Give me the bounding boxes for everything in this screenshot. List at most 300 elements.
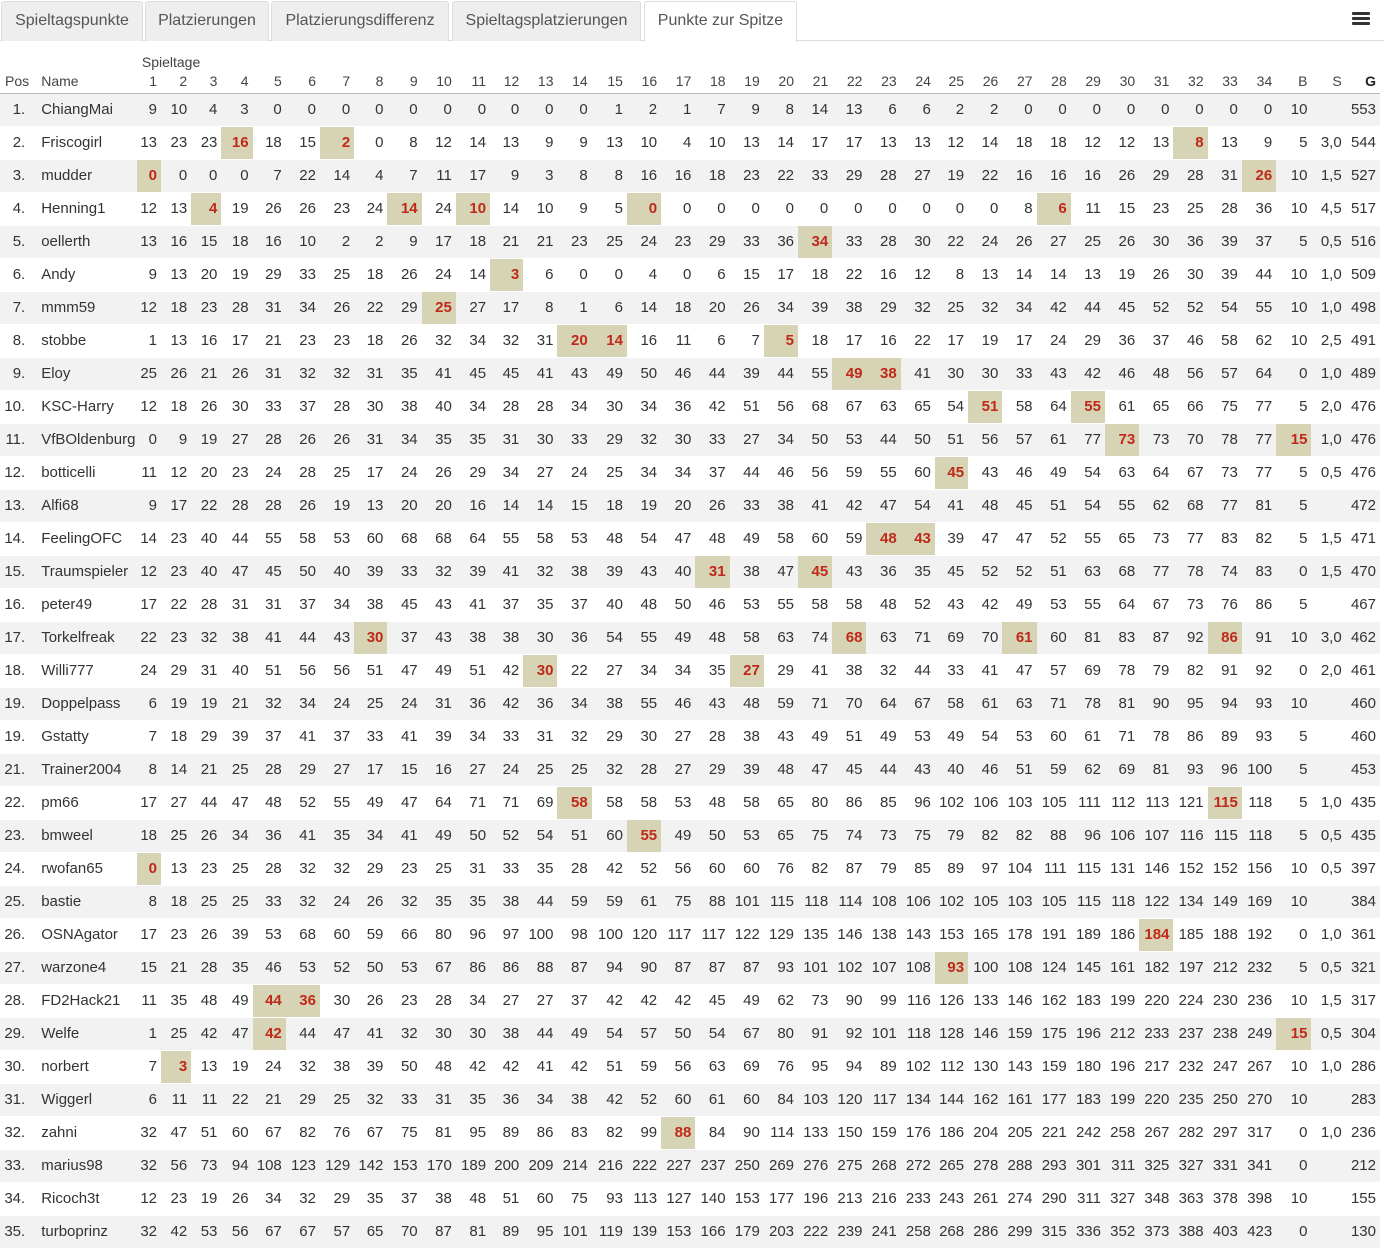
- row-matchday-value: 51: [832, 720, 866, 753]
- row-matchday-value: 37: [286, 588, 320, 621]
- row-matchday-value: 103: [1002, 885, 1036, 918]
- row-player-name: Gstatty: [33, 720, 137, 753]
- row-matchday-value: 94: [221, 1149, 252, 1182]
- row-matchday-value: 108: [1002, 951, 1036, 984]
- row-matchday-value: 29: [832, 159, 866, 192]
- row-matchday-value: 42: [968, 588, 1002, 621]
- row-matchday-value: 20: [661, 489, 695, 522]
- row-matchday-value: 17: [137, 786, 161, 819]
- row-matchday-value: 30: [592, 390, 627, 423]
- row-matchday-value: 28: [866, 225, 900, 258]
- row-matchday-value: 38: [832, 654, 866, 687]
- row-g-value: 467: [1346, 588, 1380, 621]
- row-matchday-value: 74: [1208, 555, 1242, 588]
- header-matchday[interactable]: 6: [286, 70, 320, 93]
- header-matchday[interactable]: 13: [523, 70, 557, 93]
- header-matchday[interactable]: 31: [1139, 70, 1173, 93]
- row-matchday-value: 57: [627, 1017, 661, 1050]
- row-matchday-value: 42: [1071, 357, 1105, 390]
- row-matchday-value: 16: [161, 225, 191, 258]
- row-matchday-value: 19: [161, 687, 191, 720]
- row-matchday-value: 57: [320, 1215, 354, 1248]
- row-matchday-value: 91: [798, 1017, 832, 1050]
- row-matchday-value: 43: [968, 456, 1002, 489]
- row-matchday-value: 59: [832, 522, 866, 555]
- row-matchday-value: 205: [1002, 1116, 1036, 1149]
- row-matchday-value: 200: [490, 1149, 523, 1182]
- row-matchday-value: 286: [968, 1215, 1002, 1248]
- row-matchday-value: 32: [286, 1182, 320, 1215]
- row-matchday-value: 311: [1071, 1182, 1105, 1215]
- row-matchday-value: 38: [557, 555, 591, 588]
- row-matchday-value: 53: [661, 786, 695, 819]
- row-matchday-value: 39: [935, 522, 968, 555]
- row-matchday-value: 37: [387, 1182, 421, 1215]
- row-matchday-value: 34: [1002, 291, 1036, 324]
- row-b-value: 5: [1276, 456, 1311, 489]
- row-matchday-value: 53: [901, 720, 935, 753]
- table-row: [0, 225, 1380, 258]
- row-matchday-value: 60: [901, 456, 935, 489]
- row-matchday-value: 7: [730, 324, 764, 357]
- row-matchday-value: 239: [832, 1215, 866, 1248]
- row-matchday-value: 107: [1139, 819, 1173, 852]
- row-matchday-value: 47: [221, 786, 252, 819]
- row-matchday-value: 24: [422, 258, 456, 291]
- row-matchday-value: 13: [161, 192, 191, 225]
- row-matchday-value: 7: [253, 159, 286, 192]
- row-matchday-value: 27: [490, 984, 523, 1017]
- row-matchday-value: 76: [764, 1050, 798, 1083]
- row-matchday-value: 38: [730, 555, 764, 588]
- row-matchday-value: 69: [935, 621, 968, 654]
- row-matchday-value: 43: [695, 687, 729, 720]
- row-g-value: 462: [1346, 621, 1380, 654]
- header-matchday[interactable]: 18: [695, 70, 729, 93]
- row-matchday-value: 0: [935, 192, 968, 225]
- row-matchday-value: 12: [137, 1182, 161, 1215]
- row-matchday-value: 32: [286, 357, 320, 390]
- row-matchday-value: 131: [1105, 852, 1139, 885]
- row-matchday-value: 41: [523, 357, 557, 390]
- row-matchday-value: 41: [935, 489, 968, 522]
- row-matchday-value: 0: [1242, 93, 1276, 126]
- row-matchday-value: 91: [1242, 621, 1276, 654]
- row-player-name: Traumspieler: [33, 555, 137, 588]
- row-matchday-value: 44: [866, 423, 900, 456]
- row-matchday-value: 214: [557, 1149, 591, 1182]
- row-matchday-value: 7: [137, 720, 161, 753]
- row-matchday-value: 46: [764, 456, 798, 489]
- row-matchday-value: 51: [191, 1116, 221, 1149]
- row-matchday-value: 60: [730, 852, 764, 885]
- row-matchday-value: 50: [661, 588, 695, 621]
- row-matchday-value: 222: [627, 1149, 661, 1182]
- row-matchday-value: 35: [422, 423, 456, 456]
- row-matchday-value: 89: [935, 852, 968, 885]
- row-matchday-value: 84: [695, 1116, 729, 1149]
- row-matchday-value: 83: [557, 1116, 591, 1149]
- tab-platzierungen[interactable]: Platzierungen: [145, 1, 269, 41]
- row-matchday-value: 101: [730, 885, 764, 918]
- row-matchday-value: 17: [354, 753, 387, 786]
- row-matchday-value: 49: [1002, 588, 1036, 621]
- row-matchday-value: 55: [1105, 489, 1139, 522]
- row-matchday-value: 56: [1173, 357, 1207, 390]
- row-matchday-value: 55: [627, 687, 661, 720]
- header-matchday[interactable]: 10: [422, 70, 456, 93]
- row-matchday-value: 17: [1002, 324, 1036, 357]
- row-matchday-value: 80: [422, 918, 456, 951]
- header-matchday[interactable]: 11: [456, 70, 490, 93]
- row-matchday-value: 230: [1208, 984, 1242, 1017]
- row-matchday-value: 22: [191, 489, 221, 522]
- row-matchday-value: 216: [866, 1182, 900, 1215]
- row-matchday-value: 32: [191, 621, 221, 654]
- row-matchday-value: 21: [253, 324, 286, 357]
- row-s-value: 1,0: [1311, 1116, 1345, 1149]
- table-row: [0, 1149, 1380, 1182]
- row-b-value: 10: [1276, 885, 1311, 918]
- row-matchday-value: 16: [661, 159, 695, 192]
- row-matchday-value: 120: [627, 918, 661, 951]
- row-matchday-value: 96: [1208, 753, 1242, 786]
- row-matchday-value: 41: [798, 489, 832, 522]
- row-matchday-value: 13: [137, 225, 161, 258]
- row-matchday-value: 15: [286, 126, 320, 159]
- row-matchday-value: 55: [764, 588, 798, 621]
- header-matchday[interactable]: 20: [764, 70, 798, 93]
- row-matchday-value: 68: [832, 621, 866, 654]
- row-s-value: 1,5: [1311, 555, 1345, 588]
- row-matchday-value: 26: [1002, 225, 1036, 258]
- row-matchday-value: 14: [764, 126, 798, 159]
- row-matchday-value: 9: [490, 159, 523, 192]
- row-matchday-value: 34: [627, 654, 661, 687]
- row-matchday-value: 58: [286, 522, 320, 555]
- header-matchday[interactable]: 30: [1105, 70, 1139, 93]
- row-matchday-value: 64: [1037, 390, 1071, 423]
- header-matchday[interactable]: 19: [730, 70, 764, 93]
- row-matchday-value: 17: [137, 918, 161, 951]
- row-matchday-value: 102: [935, 786, 968, 819]
- row-matchday-value: 40: [592, 588, 627, 621]
- row-matchday-value: 86: [832, 786, 866, 819]
- row-matchday-value: 18: [798, 258, 832, 291]
- row-matchday-value: 33: [557, 423, 591, 456]
- row-matchday-value: 19: [221, 258, 252, 291]
- row-matchday-value: 33: [490, 720, 523, 753]
- header-matchday[interactable]: 12: [490, 70, 523, 93]
- row-matchday-value: 66: [387, 918, 421, 951]
- row-matchday-value: 53: [320, 522, 354, 555]
- row-matchday-value: 36: [286, 984, 320, 1017]
- row-player-name: OSNAgator: [33, 918, 137, 951]
- row-matchday-value: 59: [832, 456, 866, 489]
- row-pos: 26.: [0, 918, 33, 951]
- row-matchday-value: 45: [1105, 291, 1139, 324]
- header-matchday[interactable]: 34: [1242, 70, 1276, 93]
- row-matchday-value: 93: [1242, 687, 1276, 720]
- row-player-name: FeelingOFC: [33, 522, 137, 555]
- row-matchday-value: 58: [832, 588, 866, 621]
- row-matchday-value: 54: [935, 390, 968, 423]
- header-matchday[interactable]: 4: [221, 70, 252, 93]
- table-row: [0, 1050, 1380, 1083]
- row-matchday-value: 18: [161, 720, 191, 753]
- row-matchday-value: 9: [137, 258, 161, 291]
- row-matchday-value: 43: [422, 588, 456, 621]
- row-matchday-value: 18: [1002, 126, 1036, 159]
- row-matchday-value: 38: [387, 390, 421, 423]
- row-matchday-value: 175: [1037, 1017, 1071, 1050]
- row-matchday-value: 53: [1002, 720, 1036, 753]
- hamburger-menu-icon[interactable]: [1352, 12, 1370, 28]
- header-matchday[interactable]: 9: [387, 70, 421, 93]
- row-matchday-value: 78: [1173, 555, 1207, 588]
- row-matchday-value: 40: [221, 654, 252, 687]
- row-matchday-value: 30: [901, 225, 935, 258]
- row-matchday-value: 123: [286, 1149, 320, 1182]
- row-matchday-value: 25: [1173, 192, 1207, 225]
- row-matchday-value: 18: [161, 390, 191, 423]
- row-matchday-value: 14: [456, 126, 490, 159]
- row-matchday-value: 46: [1002, 456, 1036, 489]
- row-s-value: 1,0: [1311, 786, 1345, 819]
- row-matchday-value: 134: [1173, 885, 1207, 918]
- row-b-value: 5: [1276, 390, 1311, 423]
- header-matchday[interactable]: 8: [354, 70, 387, 93]
- header-matchday[interactable]: 17: [661, 70, 695, 93]
- row-matchday-value: 19: [935, 159, 968, 192]
- tab-spieltagspunkte[interactable]: Spieltagspunkte: [1, 1, 143, 41]
- row-matchday-value: 0: [592, 258, 627, 291]
- header-matchday[interactable]: 5: [253, 70, 286, 93]
- row-matchday-value: 243: [935, 1182, 968, 1215]
- row-matchday-value: 212: [1208, 951, 1242, 984]
- row-matchday-value: 73: [1105, 423, 1139, 456]
- row-matchday-value: 63: [764, 621, 798, 654]
- row-matchday-value: 14: [490, 192, 523, 225]
- row-matchday-value: 22: [901, 324, 935, 357]
- header-matchday[interactable]: 29: [1071, 70, 1105, 93]
- row-matchday-value: 25: [191, 885, 221, 918]
- row-matchday-value: 18: [161, 885, 191, 918]
- row-matchday-value: 23: [161, 555, 191, 588]
- tab-punkte-zur-spitze[interactable]: Punkte zur Spitze: [644, 1, 797, 42]
- row-matchday-value: 267: [1139, 1116, 1173, 1149]
- header-matchday[interactable]: 15: [592, 70, 627, 93]
- row-matchday-value: 21: [191, 357, 221, 390]
- row-matchday-value: 186: [935, 1116, 968, 1149]
- row-matchday-value: 117: [661, 918, 695, 951]
- header-matchday[interactable]: 21: [798, 70, 832, 93]
- row-matchday-value: 86: [1242, 588, 1276, 621]
- row-matchday-value: 33: [387, 1083, 421, 1116]
- row-matchday-value: 42: [592, 1083, 627, 1116]
- row-matchday-value: 49: [832, 357, 866, 390]
- row-matchday-value: 293: [1037, 1149, 1071, 1182]
- row-matchday-value: 39: [456, 555, 490, 588]
- row-matchday-value: 32: [137, 1149, 161, 1182]
- row-matchday-value: 8: [935, 258, 968, 291]
- header-matchday[interactable]: 14: [557, 70, 591, 93]
- row-matchday-value: 31: [490, 423, 523, 456]
- header-matchday[interactable]: 24: [901, 70, 935, 93]
- header-b[interactable]: B: [1276, 70, 1311, 93]
- header-matchday[interactable]: 33: [1208, 70, 1242, 93]
- table-row: [0, 786, 1380, 819]
- row-matchday-value: 18: [661, 291, 695, 324]
- row-matchday-value: 47: [1002, 522, 1036, 555]
- row-matchday-value: 209: [523, 1149, 557, 1182]
- row-matchday-value: 88: [1037, 819, 1071, 852]
- row-matchday-value: 34: [456, 720, 490, 753]
- header-matchday[interactable]: 32: [1173, 70, 1207, 93]
- row-b-value: 10: [1276, 192, 1311, 225]
- header-matchday[interactable]: 7: [320, 70, 354, 93]
- row-matchday-value: 35: [456, 1083, 490, 1116]
- row-matchday-value: 71: [490, 786, 523, 819]
- row-b-value: 10: [1276, 159, 1311, 192]
- row-matchday-value: 42: [490, 654, 523, 687]
- row-matchday-value: 0: [1139, 93, 1173, 126]
- header-matchday[interactable]: 28: [1037, 70, 1071, 93]
- row-matchday-value: 60: [1037, 720, 1071, 753]
- row-matchday-value: 26: [286, 192, 320, 225]
- row-matchday-value: 77: [1242, 456, 1276, 489]
- row-matchday-value: 35: [695, 654, 729, 687]
- row-matchday-value: 24: [387, 456, 421, 489]
- header-matchday[interactable]: 16: [627, 70, 661, 93]
- row-matchday-value: 16: [627, 324, 661, 357]
- row-matchday-value: 227: [661, 1149, 695, 1182]
- row-matchday-value: 28: [866, 159, 900, 192]
- row-matchday-value: 3: [161, 1050, 191, 1083]
- header-matchday[interactable]: 3: [191, 70, 221, 93]
- header-matchday[interactable]: 23: [866, 70, 900, 93]
- row-pos: 35.: [0, 1215, 33, 1248]
- row-matchday-value: 60: [695, 852, 729, 885]
- row-matchday-value: 118: [1105, 885, 1139, 918]
- row-matchday-value: 101: [557, 1215, 591, 1248]
- row-matchday-value: 79: [935, 819, 968, 852]
- header-matchday[interactable]: 26: [968, 70, 1002, 93]
- row-matchday-value: 16: [1071, 159, 1105, 192]
- row-matchday-value: 56: [764, 390, 798, 423]
- header-matchday[interactable]: 22: [832, 70, 866, 93]
- row-matchday-value: 44: [1071, 291, 1105, 324]
- header-g[interactable]: G: [1346, 70, 1380, 93]
- row-matchday-value: 17: [490, 291, 523, 324]
- row-matchday-value: 14: [968, 126, 1002, 159]
- row-pos: 7.: [0, 291, 33, 324]
- row-matchday-value: 61: [968, 687, 1002, 720]
- row-matchday-value: 31: [253, 357, 286, 390]
- row-player-name: KSC-Harry: [33, 390, 137, 423]
- row-matchday-value: 48: [866, 522, 900, 555]
- row-matchday-value: 46: [695, 588, 729, 621]
- row-matchday-value: 50: [354, 951, 387, 984]
- row-matchday-value: 32: [286, 885, 320, 918]
- row-matchday-value: 43: [832, 555, 866, 588]
- row-matchday-value: 21: [191, 753, 221, 786]
- header-s[interactable]: S: [1311, 70, 1345, 93]
- row-matchday-value: 17: [456, 159, 490, 192]
- row-matchday-value: 54: [901, 489, 935, 522]
- row-matchday-value: 299: [1002, 1215, 1036, 1248]
- row-matchday-value: 272: [901, 1149, 935, 1182]
- row-matchday-value: 63: [866, 390, 900, 423]
- row-matchday-value: 39: [354, 1050, 387, 1083]
- row-matchday-value: 117: [866, 1083, 900, 1116]
- row-matchday-value: 17: [161, 489, 191, 522]
- row-matchday-value: 65: [764, 786, 798, 819]
- row-matchday-value: 60: [592, 819, 627, 852]
- row-matchday-value: 116: [1173, 819, 1207, 852]
- row-matchday-value: 56: [798, 456, 832, 489]
- row-matchday-value: 100: [1242, 753, 1276, 786]
- row-matchday-value: 51: [730, 390, 764, 423]
- header-matchday[interactable]: 2: [161, 70, 191, 93]
- row-matchday-value: 34: [523, 1083, 557, 1116]
- row-matchday-value: 87: [557, 951, 591, 984]
- row-matchday-value: 0: [866, 192, 900, 225]
- row-pos: 19.: [0, 720, 33, 753]
- row-b-value: 5: [1276, 720, 1311, 753]
- row-matchday-value: 236: [1242, 984, 1276, 1017]
- row-matchday-value: 67: [901, 687, 935, 720]
- row-matchday-value: 13: [968, 258, 1002, 291]
- row-matchday-value: 17: [422, 225, 456, 258]
- row-b-value: 0: [1276, 918, 1311, 951]
- row-matchday-value: 12: [1071, 126, 1105, 159]
- header-matchday[interactable]: 25: [935, 70, 968, 93]
- row-s-value: 1,0: [1311, 1050, 1345, 1083]
- row-pos: 8.: [0, 324, 33, 357]
- tab-platzierungsdifferenz[interactable]: Platzierungsdifferenz: [271, 1, 449, 41]
- row-matchday-value: 51: [1002, 753, 1036, 786]
- header-matchday[interactable]: 27: [1002, 70, 1036, 93]
- row-matchday-value: 26: [320, 423, 354, 456]
- row-matchday-value: 63: [1105, 456, 1139, 489]
- row-matchday-value: 22: [832, 258, 866, 291]
- row-matchday-value: 14: [523, 489, 557, 522]
- row-matchday-value: 13: [832, 93, 866, 126]
- table-row: [0, 753, 1380, 786]
- row-matchday-value: 10: [456, 192, 490, 225]
- row-s-value: 1,5: [1311, 522, 1345, 555]
- row-matchday-value: 65: [901, 390, 935, 423]
- row-matchday-value: 62: [1139, 489, 1173, 522]
- row-matchday-value: 156: [1242, 852, 1276, 885]
- row-matchday-value: 19: [221, 1050, 252, 1083]
- row-matchday-value: 23: [286, 324, 320, 357]
- row-matchday-value: 29: [592, 423, 627, 456]
- row-matchday-value: 19: [1105, 258, 1139, 291]
- tab-spieltagsplatzierungen[interactable]: Spieltagsplatzierungen: [452, 1, 641, 41]
- row-matchday-value: 8: [523, 291, 557, 324]
- row-matchday-value: 52: [627, 852, 661, 885]
- row-matchday-value: 71: [1105, 720, 1139, 753]
- row-matchday-value: 47: [387, 786, 421, 819]
- row-matchday-value: 63: [1071, 555, 1105, 588]
- row-matchday-value: 51: [968, 390, 1002, 423]
- header-matchday[interactable]: 1: [137, 70, 161, 93]
- row-matchday-value: 196: [1071, 1017, 1105, 1050]
- row-pos: 33.: [0, 1149, 33, 1182]
- row-matchday-value: 56: [286, 654, 320, 687]
